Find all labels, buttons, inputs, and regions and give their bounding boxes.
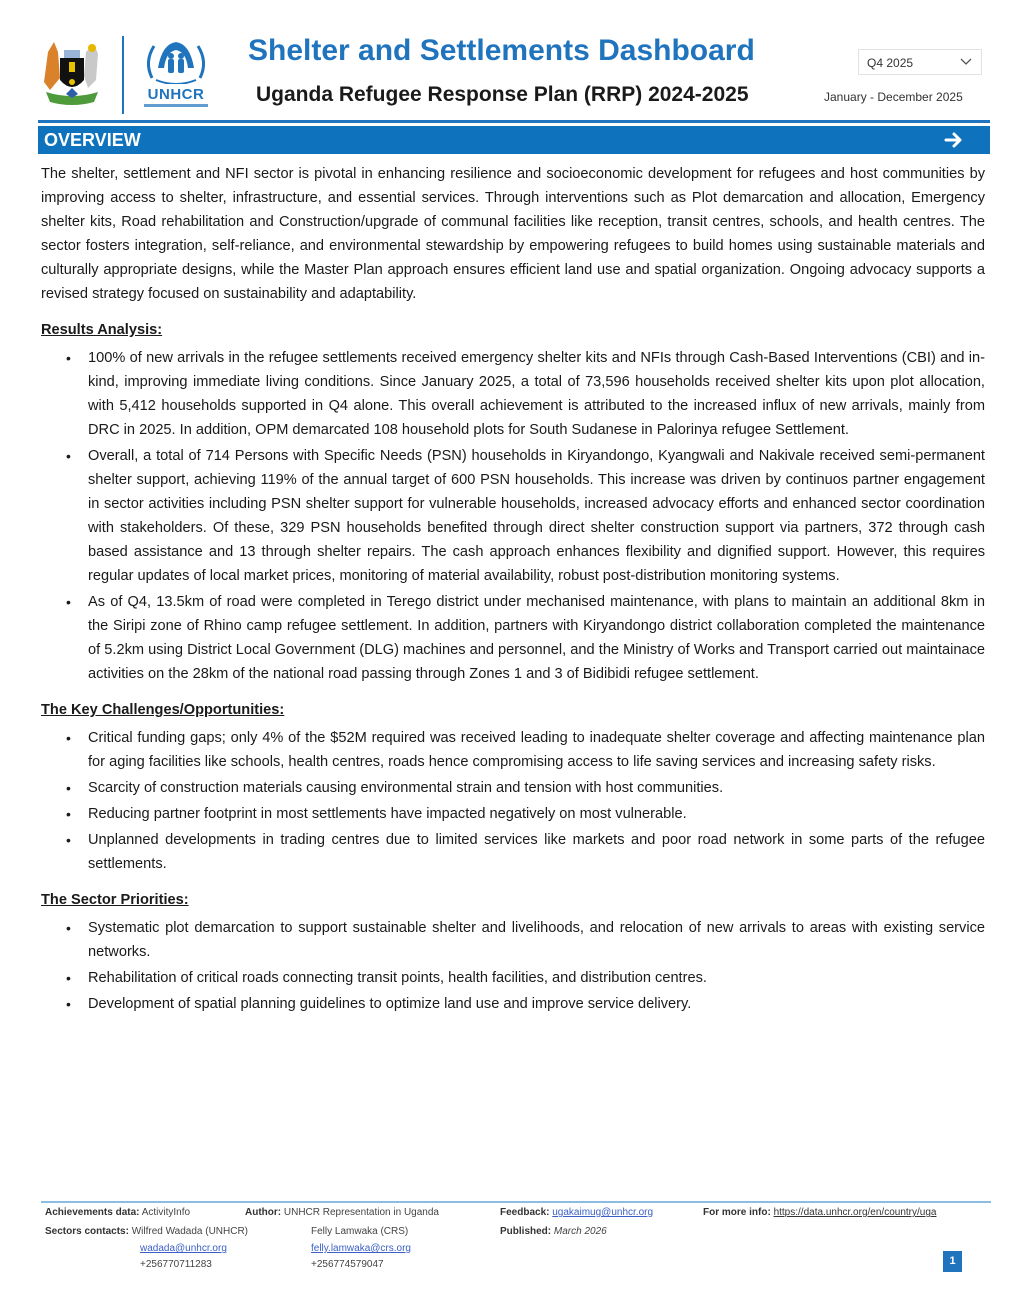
section-heading: The Sector Priorities:: [41, 892, 189, 908]
page-number: 1: [943, 1251, 962, 1272]
contact-email-link[interactable]: felly.lamwaka@crs.org: [311, 1243, 411, 1254]
list-item: • 100% of new arrivals in the refugee settlements received emergency shelter kits and NFIs through Cash-Based Interventions (CBI) and in-kind, improving immediate living conditions. Since January 2025, a total of 73,596 households received shelter kits upon plot allocation, with 5,412 households supported in Q4 alone. This overall achievement is attributed to the increased influx of new arrivals, mainly from DRC in 2025. In addition, OPM demarcated 108 household plots for South Sudanese in Palorinya refugee Settlement.: [88, 346, 985, 442]
unhcr-emblem-icon: [140, 38, 212, 84]
sector-contacts-label-wrap: [45, 1226, 248, 1237]
period-range: January - December 2025: [824, 90, 963, 104]
footer-divider: [41, 1201, 991, 1203]
achievements-value: ActivityInfo: [141, 1207, 191, 1218]
page-subtitle: Uganda Refugee Response Plan (RRP) 2024-2025: [256, 83, 749, 106]
author-value: UNHCR Representation in Uganda: [283, 1207, 439, 1218]
contact-phone: +256770711283: [140, 1259, 212, 1270]
achievements-data: [45, 1207, 190, 1218]
sector-contacts-label: Sectors contacts:: [45, 1226, 129, 1237]
priorities-section: [41, 888, 985, 1016]
report-body: [41, 162, 985, 1018]
list-item: • Overall, a total of 714 Persons with Specific Needs (PSN) households in Kiryandongo, Kyangwali and Nakivale received semi-permanent shelter support, achieving 119% of the annual target of 600 PSN households. This increase was driven by continuos partner engagement in sector activities including PSN shelter support for vulnerable households, increased advocacy efforts and enhanced sector coordination with stakeholders. Of these, 329 PSN households benefited through direct shelter construction support via partners, 372 through cash based assistance and 13 through shelter repairs. The cash approach enhances flexibility and dignified support. However, this requires regular updates of local market prices, monitoring of material availability, robust post-distribution monitoring systems.: [88, 444, 985, 588]
results-analysis-section: [41, 318, 985, 686]
published-value: March 2026: [553, 1226, 607, 1237]
feedback-email-link[interactable]: ugakaimug@unhcr.org: [552, 1207, 654, 1218]
more-info: [703, 1207, 936, 1218]
contact-name: Wilfred Wadada (UNHCR): [131, 1226, 249, 1237]
contact-email-wrap: [311, 1243, 411, 1254]
report-header: [0, 0, 1024, 120]
achievements-label: Achievements data:: [45, 1207, 140, 1218]
section-heading: The Key Challenges/Opportunities:: [41, 702, 285, 718]
challenges-section: [41, 698, 985, 876]
more-info-label: For more info:: [703, 1207, 771, 1218]
unhcr-wordmark: UNHCR: [147, 86, 205, 103]
uganda-coat-of-arms-logo: [40, 38, 104, 106]
unhcr-logo: [140, 38, 212, 112]
logo-divider: [122, 36, 124, 114]
list-item: • Critical funding gaps; only 4% of the $52M required was received leading to inadequate shelter coverage and affecting maintenance plan for aging facilities like schools, health centres, roads hence compromising access to life saving services and increasing safety risks.: [88, 726, 985, 774]
more-info-link[interactable]: https://data.unhcr.org/en/country/uga: [773, 1207, 937, 1218]
author-label: Author:: [245, 1207, 282, 1218]
overview-heading: OVERVIEW: [44, 130, 141, 150]
contact-email-wrap: [140, 1243, 227, 1254]
list-item: • Systematic plot demarcation to support sustainable shelter and livelihoods, and relocation of new arrivals to areas with existing service networks.: [88, 916, 985, 964]
list-item: • As of Q4, 13.5km of road were completed in Terego district under mechanised maintenance, with plans to maintain an additional 8km in the Siripi zone of Rhino camp refugee settlement. In addition, partners with Kiryandongo district collaboration completed the maintenance of 5.2km using District Local Government (DLG) machines and personnel, and the Ministry of Works and Transport carried out maintainace activities on the 28km of the national road passing through Zones 1 and 3 of Bidibidi refugee settlement.: [88, 590, 985, 686]
header-divider: [38, 120, 990, 123]
list-item: • Reducing partner footprint in most settlements have impacted negatively on most vulnerable.: [88, 802, 985, 826]
unhcr-tagline: [144, 104, 208, 107]
list-item: • Unplanned developments in trading centres due to limited services like markets and poor road network in some parts of the refugee settlements.: [88, 828, 985, 876]
list-item: • Development of spatial planning guidelines to optimize land use and improve service delivery.: [88, 992, 985, 1016]
contact-name: Felly Lamwaka (CRS): [311, 1226, 409, 1237]
period-dropdown-value: Q4 2025: [867, 56, 914, 70]
arrow-right-icon[interactable]: [944, 131, 964, 149]
overview-intro: The shelter, settlement and NFI sector is pivotal in enhancing resilience and socioeconomic development for refugees and host communities by improving access to shelter, infrastructure, and essential services. Through interventions such as Plot demarcation and allocation, Emergency shelter kits, Road rehabilitation and Construction/upgrade of communal facilities like reception, transit centres, schools, and health centres. The sector fosters integration, self-reliance, and environmental stewardship by empowering refugees to build homes using sustainable materials and culturally appropriate designs, while the Master Plan approach ensures efficient land use and spatial organization. Ongoing advocacy supports a revised strategy focused on sustainability and adaptability.: [41, 166, 985, 302]
section-heading: Results Analysis:: [41, 322, 163, 338]
feedback-label: Feedback:: [500, 1207, 550, 1218]
published-info: [500, 1226, 607, 1237]
feedback-info: [500, 1207, 653, 1218]
published-label: Published:: [500, 1226, 552, 1237]
period-dropdown[interactable]: [858, 49, 982, 75]
author-info: [245, 1207, 439, 1218]
chevron-down-icon: [959, 54, 973, 68]
page-title: Shelter and Settlements Dashboard: [248, 34, 755, 67]
list-item: • Scarcity of construction materials causing environmental strain and tension with host communities.: [88, 776, 985, 800]
contact-phone: +256774579047: [311, 1259, 384, 1270]
list-item: • Rehabilitation of critical roads connecting transit points, health facilities, and distribution centres.: [88, 966, 985, 990]
overview-section-bar: [38, 126, 990, 154]
contact-email-link[interactable]: wadada@unhcr.org: [140, 1243, 227, 1254]
